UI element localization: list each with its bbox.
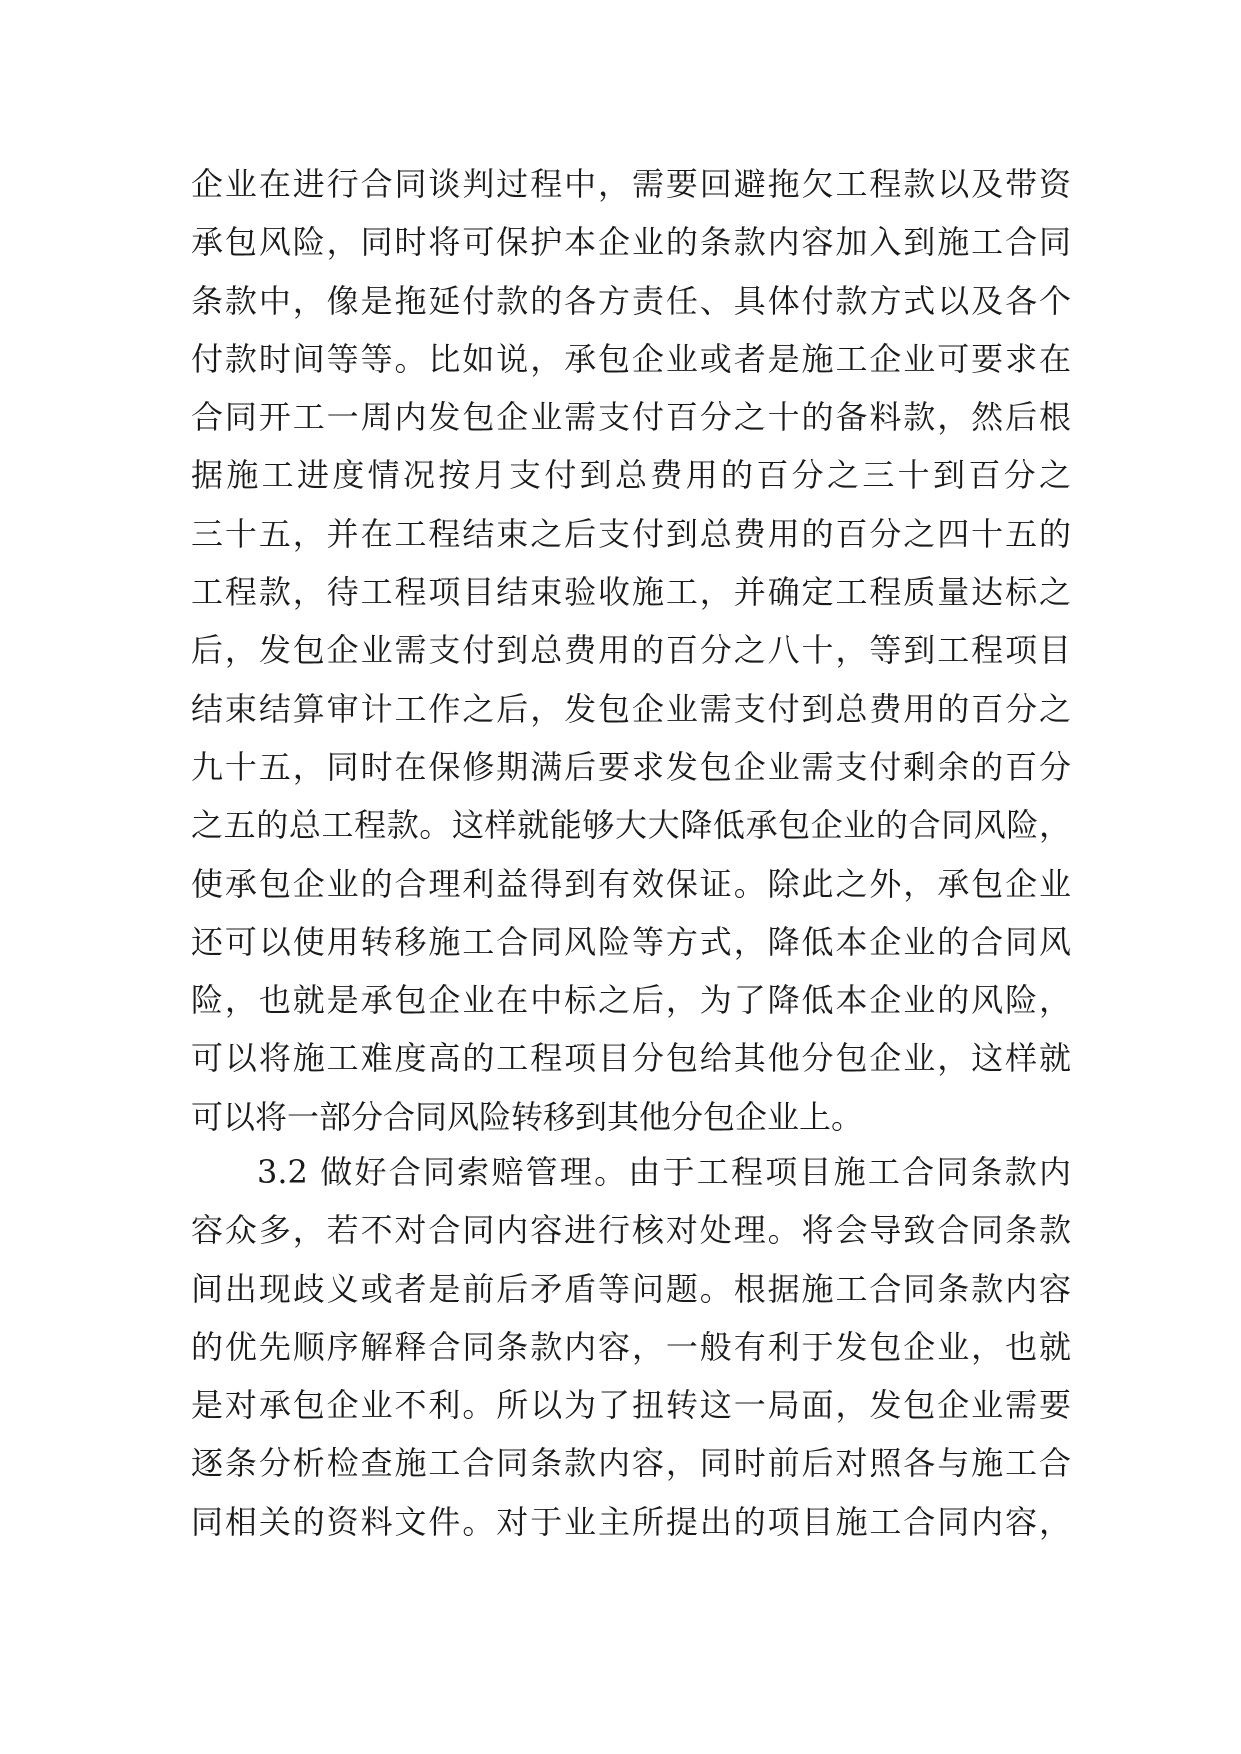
paragraph-1-line: 三十五，并在工程结束之后支付到总费用的百分之四十五的 [191, 514, 1071, 553]
paragraph-1-line: 条款中，像是拖延付款的各方责任、具体付款方式以及各个 [191, 281, 1071, 320]
paragraph-2-line: 3.2 做好合同索赔管理。由于工程项目施工合同条款内 [257, 1153, 1071, 1191]
paragraph-1-line: 后，发包企业需支付到总费用的百分之八十，等到工程项目 [191, 631, 1071, 670]
paragraph-1-line: 可以将一部分合同风险转移到其他分包企业上。 [191, 1097, 864, 1136]
paragraph-1-line: 还可以使用转移施工合同风险等方式，降低本企业的合同风 [191, 922, 1071, 961]
paragraph-1-line: 结束结算审计工作之后，发包企业需支付到总费用的百分之 [191, 689, 1071, 728]
paragraph-2-line: 容众多，若不对合同内容进行核对处理。将会导致合同条款 [191, 1211, 1071, 1250]
paragraph-2-line: 同相关的资料文件。对于业主所提出的项目施工合同内容， [191, 1502, 1071, 1541]
paragraph-1-line: 之五的总工程款。这样就能够大大降低承包企业的合同风险， [191, 806, 1071, 845]
paragraph-1-line: 险，也就是承包企业在中标之后，为了降低本企业的风险， [191, 981, 1071, 1020]
paragraph-1 [191, 155, 1071, 1146]
paragraph-1-line: 据施工进度情况按月支付到总费用的百分之三十到百分之 [191, 456, 1071, 495]
paragraph-2-line: 逐条分析检查施工合同条款内容，同时前后对照各与施工合 [191, 1444, 1071, 1483]
paragraph-2-line: 间出现歧义或者是前后矛盾等问题。根据施工合同条款内容 [191, 1269, 1071, 1308]
paragraph-2 [191, 1143, 1071, 1551]
paragraph-1-line: 使承包企业的合理利益得到有效保证。除此之外，承包企业 [191, 864, 1071, 903]
paragraph-1-line: 承包风险，同时将可保护本企业的条款内容加入到施工合同 [191, 223, 1071, 262]
paragraph-1-line: 工程款，待工程项目结束验收施工，并确定工程质量达标之 [191, 573, 1071, 612]
paragraph-1-line: 可以将施工难度高的工程项目分包给其他分包企业，这样就 [191, 1039, 1071, 1078]
paragraph-1-line: 付款时间等等。比如说，承包企业或者是施工企业可要求在 [191, 339, 1071, 378]
paragraph-1-line: 九十五，同时在保修期满后要求发包企业需支付剩余的百分 [191, 747, 1071, 786]
paragraph-2-line: 的优先顺序解释合同条款内容，一般有利于发包企业，也就 [191, 1327, 1071, 1366]
paragraph-1-line: 企业在进行合同谈判过程中，需要回避拖欠工程款以及带资 [191, 165, 1071, 203]
paragraph-1-line: 合同开工一周内发包企业需支付百分之十的备料款，然后根 [191, 398, 1071, 437]
paragraph-2-line: 是对承包企业不利。所以为了扭转这一局面，发包企业需要 [191, 1386, 1071, 1425]
